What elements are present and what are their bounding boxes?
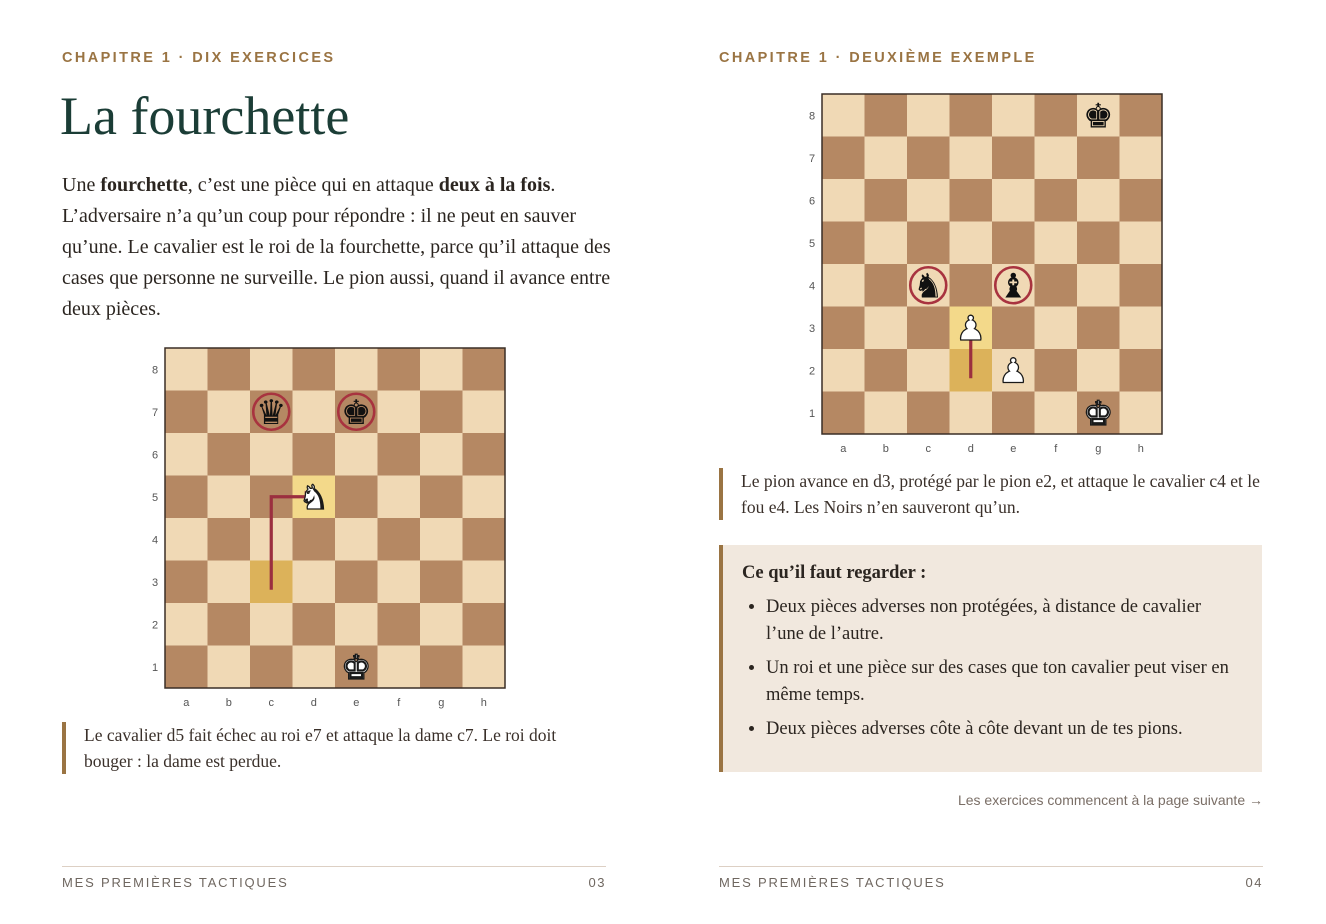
square-f1	[378, 646, 421, 689]
square-e8	[992, 94, 1035, 137]
chess-diagram-pawn-fork	[719, 93, 1179, 463]
square-a1	[822, 392, 865, 435]
file-label: c	[925, 443, 931, 455]
square-b5	[865, 222, 908, 265]
diagram-caption: Le cavalier d5 fait échec au roi e7 et attaque la dame c7. Le roi doit bouger : la dame est perdue.	[62, 722, 604, 774]
square-b8	[865, 94, 908, 137]
square-b3	[865, 307, 908, 350]
square-d8	[293, 348, 336, 391]
square-e4	[335, 518, 378, 561]
rank-label: 8	[151, 364, 159, 377]
square-e3	[335, 561, 378, 604]
square-b1	[208, 646, 251, 689]
square-c1	[907, 392, 950, 435]
square-a4	[822, 264, 865, 307]
file-label: a	[840, 443, 847, 455]
square-b8	[208, 348, 251, 391]
file-label: g	[438, 697, 445, 709]
square-a3	[165, 561, 208, 604]
file-label: g	[1095, 443, 1102, 455]
rank-label: 6	[808, 195, 816, 208]
square-h1	[1120, 392, 1163, 435]
file-label: f	[1054, 443, 1058, 455]
square-d3	[293, 561, 336, 604]
square-f8	[1035, 94, 1078, 137]
square-h6	[463, 433, 506, 476]
square-h3	[1120, 307, 1163, 350]
white-piece-g1: ♚	[1083, 393, 1114, 434]
square-h5	[463, 476, 506, 519]
square-a2	[822, 349, 865, 392]
square-d4	[950, 264, 993, 307]
tip-list	[742, 594, 1242, 743]
square-d6	[950, 179, 993, 222]
intro-paragraph	[62, 170, 612, 325]
chess-diagram-fork	[62, 347, 522, 717]
square-b1	[865, 392, 908, 435]
rank-label: 7	[808, 152, 816, 165]
square-b5	[208, 476, 251, 519]
square-c6	[250, 433, 293, 476]
square-a3	[822, 307, 865, 350]
square-f5	[1035, 222, 1078, 265]
square-g2	[1077, 349, 1120, 392]
footer-rule	[62, 866, 606, 867]
square-f3	[378, 561, 421, 604]
square-a6	[165, 433, 208, 476]
page-number: 03	[588, 875, 606, 890]
square-c2	[250, 603, 293, 646]
rank-label: 2	[151, 619, 159, 632]
tip-item: • Un roi et une pièce sur des cases que ton cavalier peut viser en même temps.	[766, 655, 1242, 709]
square-h6	[1120, 179, 1163, 222]
square-f3	[1035, 307, 1078, 350]
rank-label: 7	[151, 406, 159, 419]
square-b7	[208, 391, 251, 434]
intro-bold-1: fourchette	[100, 174, 188, 196]
square-h2	[463, 603, 506, 646]
next-page-link[interactable]: Les exercices commencent à la page suivante →	[957, 792, 1263, 808]
square-e6	[335, 433, 378, 476]
square-b4	[865, 264, 908, 307]
square-h4	[463, 518, 506, 561]
square-f7	[1035, 137, 1078, 180]
square-a5	[822, 222, 865, 265]
file-label: a	[183, 697, 190, 709]
square-d6	[293, 433, 336, 476]
square-g5	[420, 476, 463, 519]
tip-item: • Deux pièces adverses non protégées, à distance de cavalier l’une de l’autre.	[766, 594, 1242, 648]
file-label: b	[882, 443, 889, 455]
square-g3	[1077, 307, 1120, 350]
square-g8	[420, 348, 463, 391]
square-a4	[165, 518, 208, 561]
square-d7	[293, 391, 336, 434]
footer-book-title: MES PREMIÈRES TACTIQUES	[62, 875, 289, 890]
square-h5	[1120, 222, 1163, 265]
square-e6	[992, 179, 1035, 222]
square-g2	[420, 603, 463, 646]
square-c8	[250, 348, 293, 391]
rank-label: 8	[808, 110, 816, 123]
tip-box	[719, 545, 1262, 772]
rank-label: 4	[151, 534, 159, 547]
square-a5	[165, 476, 208, 519]
page-number: 04	[1245, 875, 1263, 890]
rank-label: 3	[808, 322, 816, 335]
square-f2	[378, 603, 421, 646]
file-label: d	[310, 697, 317, 709]
square-h8	[1120, 94, 1163, 137]
square-d1	[950, 392, 993, 435]
rank-label: 1	[808, 407, 816, 420]
tip-box-heading: Ce qu’il faut regarder :	[742, 563, 927, 583]
square-h7	[463, 391, 506, 434]
square-c6	[907, 179, 950, 222]
square-c8	[907, 94, 950, 137]
file-label: e	[353, 697, 360, 709]
rank-label: 1	[151, 661, 159, 674]
square-a6	[822, 179, 865, 222]
square-a2	[165, 603, 208, 646]
square-e1	[992, 392, 1035, 435]
square-f4	[378, 518, 421, 561]
square-d8	[950, 94, 993, 137]
chapter-kicker: CHAPITRE 1 · DEUXIÈME EXEMPLE	[719, 50, 1037, 66]
square-h3	[463, 561, 506, 604]
black-piece-c4: ♞	[913, 266, 944, 307]
intro-bold-2: deux à la fois	[438, 174, 551, 196]
intro-text-1: Une	[62, 174, 101, 196]
square-a1	[165, 646, 208, 689]
square-f8	[378, 348, 421, 391]
square-f5	[378, 476, 421, 519]
black-piece-g8: ♚	[1083, 96, 1114, 137]
file-label: c	[268, 697, 274, 709]
rank-label: 4	[808, 280, 816, 293]
square-a7	[822, 137, 865, 180]
footer-rule	[719, 866, 1263, 867]
file-label: e	[1010, 443, 1017, 455]
file-label: h	[480, 697, 487, 709]
right-page	[719, 0, 1263, 924]
square-h7	[1120, 137, 1163, 180]
square-f2	[1035, 349, 1078, 392]
square-f6	[1035, 179, 1078, 222]
square-b6	[208, 433, 251, 476]
square-b7	[865, 137, 908, 180]
rank-label: 5	[151, 491, 159, 504]
square-b2	[208, 603, 251, 646]
square-e5	[992, 222, 1035, 265]
square-d5	[950, 222, 993, 265]
square-b6	[865, 179, 908, 222]
square-b3	[208, 561, 251, 604]
rank-label: 6	[151, 449, 159, 462]
left-page	[60, 0, 611, 924]
square-f6	[378, 433, 421, 476]
square-g6	[1077, 179, 1120, 222]
square-g4	[420, 518, 463, 561]
intro-text-3: . L’adversaire n’a qu’un coup pour répondre : il ne peut en sauver qu’une. Le cavalier est le roi de la fourchette, parce qu’il attaque des cases que personne ne surveille. Le pion aussi, quand il avance entre deux pièces.	[62, 174, 611, 320]
intro-text-2: , c’est une pièce qui en attaque	[187, 174, 439, 196]
square-b4	[208, 518, 251, 561]
square-c1	[250, 646, 293, 689]
black-piece-e4: ♝	[998, 266, 1029, 307]
rank-label: 3	[151, 576, 159, 589]
rank-label: 5	[808, 237, 816, 250]
square-c2	[907, 349, 950, 392]
square-h2	[1120, 349, 1163, 392]
square-g7	[1077, 137, 1120, 180]
square-d2	[293, 603, 336, 646]
square-h1	[463, 646, 506, 689]
square-h8	[463, 348, 506, 391]
rank-label: 2	[808, 365, 816, 378]
square-g1	[420, 646, 463, 689]
square-g6	[420, 433, 463, 476]
file-label: b	[225, 697, 232, 709]
square-e7	[992, 137, 1035, 180]
square-e5	[335, 476, 378, 519]
square-d7	[950, 137, 993, 180]
file-label: d	[967, 443, 974, 455]
black-piece-e7: ♚	[341, 392, 372, 433]
square-g4	[1077, 264, 1120, 307]
chapter-kicker: CHAPITRE 1 · DIX EXERCICES	[62, 50, 336, 66]
tip-item: • Deux pièces adverses côte à côte devant un de tes pions.	[766, 716, 1242, 743]
square-d1	[293, 646, 336, 689]
square-g5	[1077, 222, 1120, 265]
square-h4	[1120, 264, 1163, 307]
footer-book-title: MES PREMIÈRES TACTIQUES	[719, 875, 946, 890]
white-piece-e1: ♚	[341, 647, 372, 688]
square-c7	[907, 137, 950, 180]
diagram-caption: Le pion avance en d3, protégé par le pion e2, et attaque le cavalier c4 et le fou e4. Les Noirs n’en sauveront qu’un.	[719, 468, 1261, 520]
white-piece-d5: ♞	[298, 477, 329, 518]
square-c3	[907, 307, 950, 350]
square-e3	[992, 307, 1035, 350]
white-piece-e2: ♟	[998, 351, 1029, 392]
square-c5	[907, 222, 950, 265]
square-e8	[335, 348, 378, 391]
square-f7	[378, 391, 421, 434]
square-f4	[1035, 264, 1078, 307]
black-piece-c7: ♛	[256, 392, 287, 433]
square-a7	[165, 391, 208, 434]
square-g3	[420, 561, 463, 604]
file-label: f	[397, 697, 401, 709]
square-e2	[335, 603, 378, 646]
page-title: La fourchette	[60, 86, 350, 146]
white-piece-d3: ♟	[955, 308, 986, 349]
square-b2	[865, 349, 908, 392]
square-a8	[165, 348, 208, 391]
file-label: h	[1137, 443, 1144, 455]
square-g7	[420, 391, 463, 434]
square-f1	[1035, 392, 1078, 435]
square-a8	[822, 94, 865, 137]
square-d4	[293, 518, 336, 561]
